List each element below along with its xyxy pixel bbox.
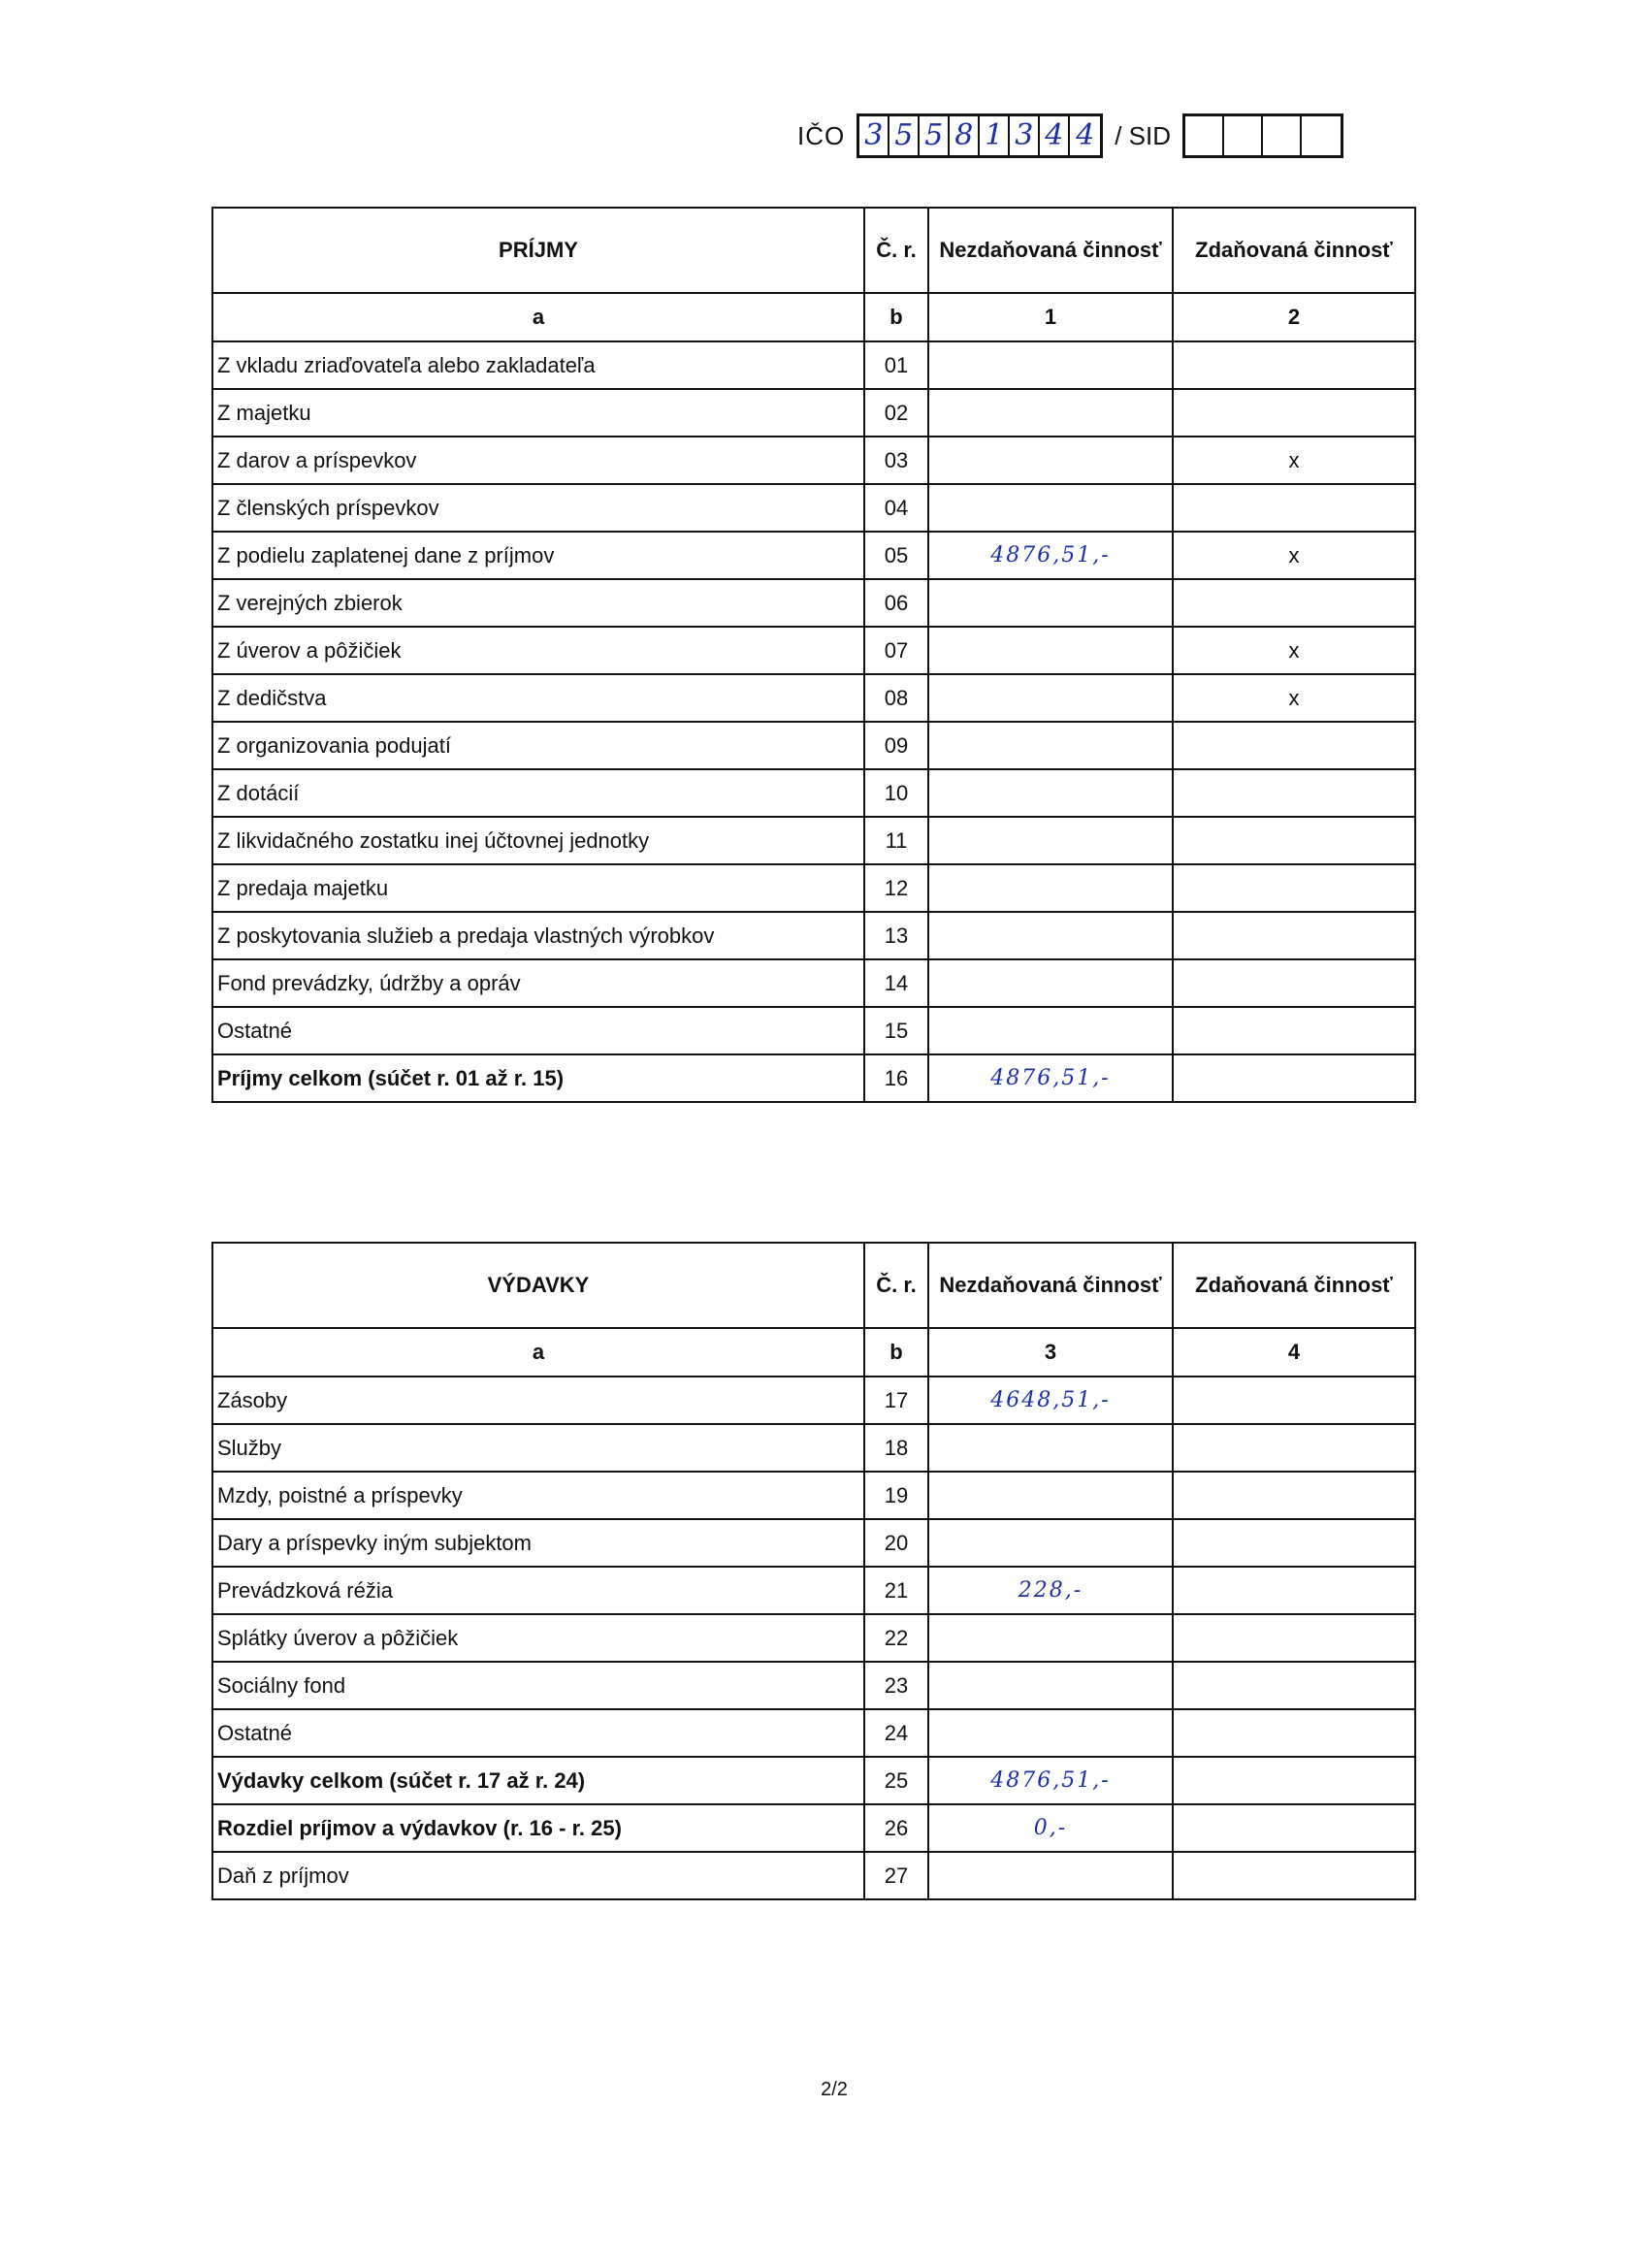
expenses-table [211, 1242, 1416, 1900]
letter-4: 4 [1173, 1328, 1415, 1377]
ico-digit[interactable]: 3 [1010, 116, 1040, 155]
row-label: Z predaja majetku [212, 864, 864, 912]
taxed-value[interactable] [1173, 1519, 1415, 1567]
letter-3: 3 [928, 1328, 1173, 1377]
table-row [212, 864, 1415, 912]
sid-boxes [1182, 113, 1343, 158]
table-row [212, 1757, 1415, 1804]
table-row [212, 674, 1415, 722]
row-number: 07 [864, 627, 928, 674]
untaxed-value[interactable] [928, 912, 1173, 959]
income-col-label: PRÍJMY [212, 208, 864, 293]
row-number: 23 [864, 1662, 928, 1709]
table-row [212, 579, 1415, 627]
taxed-value[interactable] [1173, 769, 1415, 817]
expenses-col-taxed: Zdaňovaná činnosť [1173, 1243, 1415, 1328]
row-number: 17 [864, 1377, 928, 1424]
untaxed-value[interactable]: 4648,51,- [928, 1377, 1173, 1424]
taxed-value[interactable] [1173, 1662, 1415, 1709]
income-body [212, 341, 1415, 1102]
row-number: 08 [864, 674, 928, 722]
row-label: Mzdy, poistné a príspevky [212, 1472, 864, 1519]
untaxed-value[interactable] [928, 1519, 1173, 1567]
ico-boxes [857, 113, 1103, 158]
table-row [212, 1054, 1415, 1102]
row-label: Fond prevádzky, údržby a opráv [212, 959, 864, 1007]
taxed-value[interactable]: x [1173, 674, 1415, 722]
table-row [212, 532, 1415, 579]
ico-digit[interactable]: 3 [859, 116, 889, 155]
letter-2: 2 [1173, 293, 1415, 341]
row-number: 04 [864, 484, 928, 532]
row-label: Z majetku [212, 389, 864, 437]
table-row [212, 484, 1415, 532]
row-number: 10 [864, 769, 928, 817]
row-number: 16 [864, 1054, 928, 1102]
taxed-value[interactable] [1173, 864, 1415, 912]
row-label: Z dotácií [212, 769, 864, 817]
letter-a: a [212, 293, 864, 341]
taxed-value[interactable] [1173, 389, 1415, 437]
row-number: 01 [864, 341, 928, 389]
table-row [212, 912, 1415, 959]
untaxed-value[interactable] [928, 674, 1173, 722]
row-label: Z vkladu zriaďovateľa alebo zakladateľa [212, 341, 864, 389]
taxed-value[interactable] [1173, 1614, 1415, 1662]
sid-box[interactable] [1185, 116, 1224, 155]
row-number: 25 [864, 1757, 928, 1804]
untaxed-value[interactable] [928, 341, 1173, 389]
ico-digit[interactable]: 5 [889, 116, 920, 155]
table-row [212, 1852, 1415, 1899]
table-row [212, 627, 1415, 674]
row-label: Dary a príspevky iným subjektom [212, 1519, 864, 1567]
untaxed-value[interactable] [928, 437, 1173, 484]
untaxed-value[interactable] [928, 627, 1173, 674]
row-label: Ostatné [212, 1709, 864, 1757]
taxed-value[interactable] [1173, 1424, 1415, 1472]
row-label: Rozdiel príjmov a výdavkov (r. 16 - r. 25) [212, 1804, 864, 1852]
expenses-header-row [212, 1243, 1415, 1328]
taxed-value[interactable] [1173, 1472, 1415, 1519]
row-number: 06 [864, 579, 928, 627]
table-row [212, 959, 1415, 1007]
untaxed-value[interactable] [928, 1852, 1173, 1899]
row-label: Z darov a príspevkov [212, 437, 864, 484]
expenses-body [212, 1377, 1415, 1899]
row-label: Príjmy celkom (súčet r. 01 až r. 15) [212, 1054, 864, 1102]
ico-digit[interactable]: 4 [1040, 116, 1070, 155]
row-label: Služby [212, 1424, 864, 1472]
table-row [212, 341, 1415, 389]
expenses-col-label: VÝDAVKY [212, 1243, 864, 1328]
taxed-value[interactable] [1173, 1804, 1415, 1852]
untaxed-value[interactable] [928, 959, 1173, 1007]
untaxed-value[interactable] [928, 1614, 1173, 1662]
income-header-row [212, 208, 1415, 293]
table-row [212, 437, 1415, 484]
income-col-taxed: Zdaňovaná činnosť [1173, 208, 1415, 293]
expenses-letter-row [212, 1328, 1415, 1377]
row-number: 15 [864, 1007, 928, 1054]
untaxed-value[interactable]: 4876,51,- [928, 1757, 1173, 1804]
untaxed-value[interactable]: 4876,51,- [928, 1054, 1173, 1102]
untaxed-value[interactable]: 4876,51,- [928, 532, 1173, 579]
taxed-value[interactable] [1173, 1054, 1415, 1102]
row-number: 03 [864, 437, 928, 484]
row-label: Z členských príspevkov [212, 484, 864, 532]
untaxed-value[interactable] [928, 817, 1173, 864]
row-number: 11 [864, 817, 928, 864]
row-label: Z úverov a pôžičiek [212, 627, 864, 674]
ico-header [797, 113, 1343, 159]
taxed-value[interactable] [1173, 579, 1415, 627]
table-row [212, 1662, 1415, 1709]
income-table [211, 207, 1416, 1103]
taxed-value[interactable]: x [1173, 627, 1415, 674]
row-label: Sociálny fond [212, 1662, 864, 1709]
letter-b: b [864, 1328, 928, 1377]
sid-label: / SID [1115, 120, 1172, 150]
untaxed-value[interactable] [928, 579, 1173, 627]
untaxed-value[interactable] [928, 769, 1173, 817]
row-label: Z organizovania podujatí [212, 722, 864, 769]
taxed-value[interactable] [1173, 912, 1415, 959]
row-number: 26 [864, 1804, 928, 1852]
row-number: 18 [864, 1424, 928, 1472]
taxed-value[interactable] [1173, 817, 1415, 864]
row-number: 09 [864, 722, 928, 769]
row-label: Výdavky celkom (súčet r. 17 až r. 24) [212, 1757, 864, 1804]
letter-b: b [864, 293, 928, 341]
table-row [212, 1472, 1415, 1519]
row-number: 24 [864, 1709, 928, 1757]
table-row [212, 1007, 1415, 1054]
row-label: Z verejných zbierok [212, 579, 864, 627]
table-row [212, 389, 1415, 437]
table-row [212, 1804, 1415, 1852]
row-label: Splátky úverov a pôžičiek [212, 1614, 864, 1662]
row-number: 13 [864, 912, 928, 959]
taxed-value[interactable]: x [1173, 532, 1415, 579]
expenses-col-untaxed: Nezdaňovaná činnosť [928, 1243, 1173, 1328]
untaxed-value[interactable]: 0,- [928, 1804, 1173, 1852]
table-row [212, 1424, 1415, 1472]
untaxed-value[interactable] [928, 1662, 1173, 1709]
row-number: 05 [864, 532, 928, 579]
untaxed-value[interactable] [928, 1709, 1173, 1757]
table-row [212, 1519, 1415, 1567]
taxed-value[interactable] [1173, 1007, 1415, 1054]
untaxed-value[interactable] [928, 1472, 1173, 1519]
row-number: 14 [864, 959, 928, 1007]
taxed-value[interactable] [1173, 722, 1415, 769]
page-number: 2/2 [821, 2079, 848, 2100]
untaxed-value[interactable] [928, 484, 1173, 532]
row-label: Z podielu zaplatenej dane z príjmov [212, 532, 864, 579]
income-col-row: Č. r. [864, 208, 928, 293]
taxed-value[interactable] [1173, 1567, 1415, 1614]
taxed-value[interactable] [1173, 1757, 1415, 1804]
letter-1: 1 [928, 293, 1173, 341]
taxed-value[interactable] [1173, 1852, 1415, 1899]
row-label: Z dedičstva [212, 674, 864, 722]
row-label: Zásoby [212, 1377, 864, 1424]
taxed-value[interactable] [1173, 484, 1415, 532]
ico-label: IČO [797, 120, 846, 150]
row-label: Prevádzková réžia [212, 1567, 864, 1614]
row-number: 12 [864, 864, 928, 912]
untaxed-value[interactable] [928, 864, 1173, 912]
table-row [212, 722, 1415, 769]
table-row [212, 1614, 1415, 1662]
sid-box[interactable] [1263, 116, 1302, 155]
taxed-value[interactable] [1173, 341, 1415, 389]
taxed-value[interactable] [1173, 1709, 1415, 1757]
sid-box[interactable] [1302, 116, 1341, 155]
table-row [212, 769, 1415, 817]
ico-digit[interactable]: 8 [950, 116, 980, 155]
untaxed-value[interactable] [928, 389, 1173, 437]
expenses-col-row: Č. r. [864, 1243, 928, 1328]
table-row [212, 1567, 1415, 1614]
ico-digit[interactable]: 4 [1076, 118, 1095, 152]
taxed-value[interactable] [1173, 1377, 1415, 1424]
row-label: Z likvidačného zostatku inej účtovnej jednotky [212, 817, 864, 864]
row-number: 27 [864, 1852, 928, 1899]
letter-a: a [212, 1328, 864, 1377]
table-row [212, 817, 1415, 864]
table-row [212, 1377, 1415, 1424]
untaxed-value[interactable] [928, 1424, 1173, 1472]
untaxed-value[interactable]: 228,- [928, 1567, 1173, 1614]
row-label: Ostatné [212, 1007, 864, 1054]
untaxed-value[interactable] [928, 1007, 1173, 1054]
row-number: 20 [864, 1519, 928, 1567]
row-label: Daň z príjmov [212, 1852, 864, 1899]
taxed-value[interactable] [1173, 959, 1415, 1007]
row-number: 02 [864, 389, 928, 437]
ico-digit[interactable]: 5 [920, 116, 950, 155]
row-number: 21 [864, 1567, 928, 1614]
row-label: Z poskytovania služieb a predaja vlastných výrobkov [212, 912, 864, 959]
table-row [212, 1709, 1415, 1757]
income-letter-row [212, 293, 1415, 341]
row-number: 19 [864, 1472, 928, 1519]
income-col-untaxed: Nezdaňovaná činnosť [928, 208, 1173, 293]
untaxed-value[interactable] [928, 722, 1173, 769]
ico-digit[interactable]: 1 [980, 116, 1010, 155]
taxed-value[interactable]: x [1173, 437, 1415, 484]
sid-box[interactable] [1224, 116, 1263, 155]
row-number: 22 [864, 1614, 928, 1662]
